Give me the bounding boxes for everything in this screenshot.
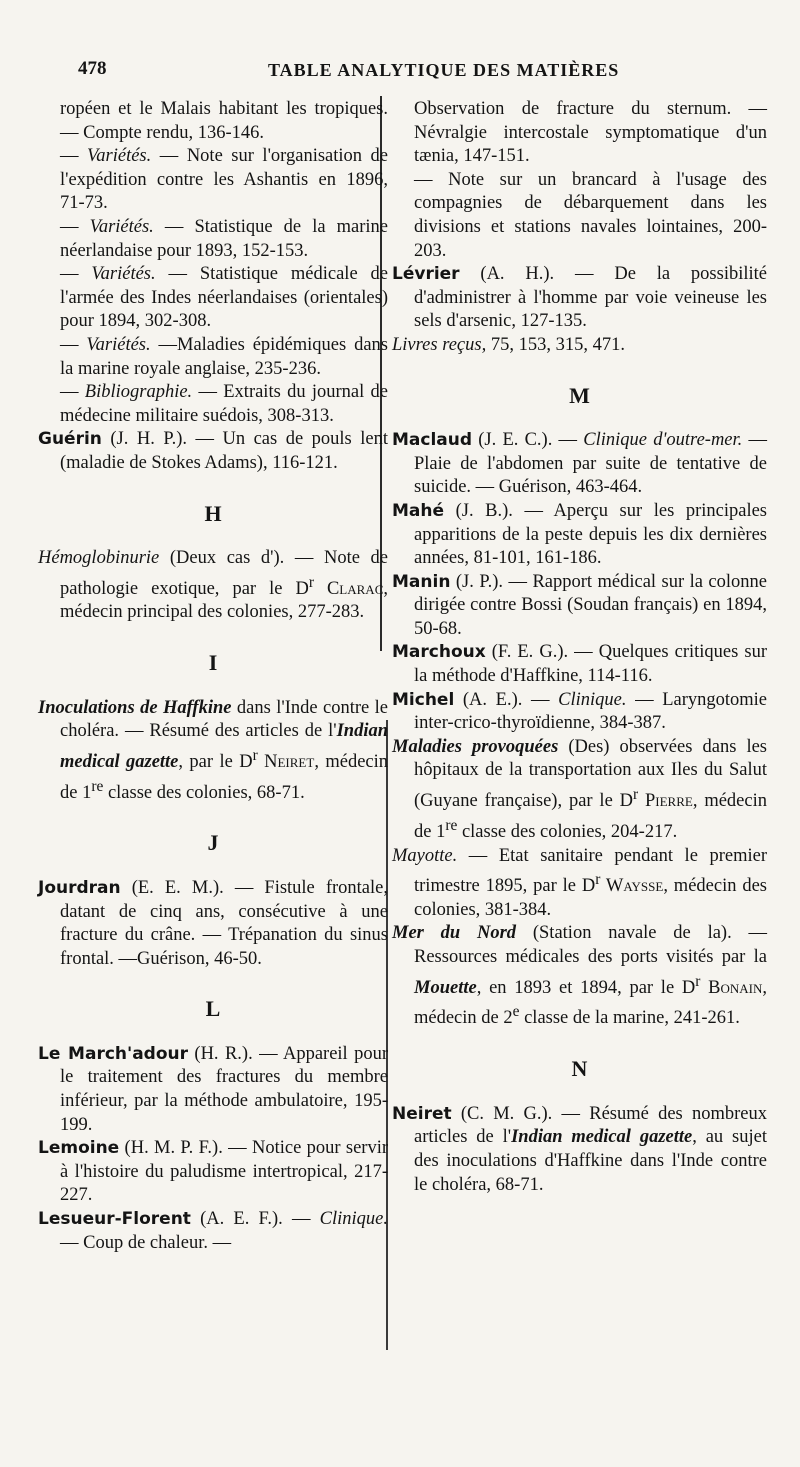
index-entry-lemoine: Lemoine (H. M. P. F.). — Notice pour servir à l'histoire du paludisme intertropical, 217-227. xyxy=(38,1138,388,1206)
index-entry-livres-recus: Livres reçus, 75, 153, 315, 471. xyxy=(392,334,625,355)
index-entry-neiret: Neiret (C. M. G.). — Résumé des nombreux articles de l'Indian medical gazette, au sujet des inoculations d'Haffkine dans l'Inde contre le choléra, 68-71. xyxy=(392,1103,767,1195)
left-column xyxy=(38,98,388,1255)
index-entry-michel: Michel (A. E.). — Clinique. — Laryngotomie inter-crico-thyroïdienne, 384-387. xyxy=(392,689,768,734)
index-entry-hemoglobinurie: Hémoglobinurie (Deux cas d'). — Note de pathologie exotique, par le $D^r$ Clarac, médecin principal des colonies, 277-283. xyxy=(38,548,388,623)
index-entry: — Variétés. — Statistique de la marine néerlandaise pour 1893, 152-153. xyxy=(60,216,388,261)
index-entry: Observation de fracture du sternum. — Névralgie intercostale symptomatique d'un tænia, 147-151. xyxy=(414,99,767,167)
author-name: Lévrier xyxy=(392,264,460,285)
author-name: Michel xyxy=(392,689,455,710)
author-name: Le March'adour xyxy=(38,1043,189,1064)
index-entry-maclaud: Maclaud (J. E. C.). — Clinique d'outre-mer. — Plaie de l'abdomen par suite de tentative de suicide. — Guérison, 463-464. xyxy=(392,430,768,498)
author-name: Neiret xyxy=(392,1103,452,1124)
author-name: Maclaud xyxy=(392,430,473,451)
index-entry: — Variétés. — Note sur l'organisation de l'expédition contre les Ashantis en 1896, 71-73. xyxy=(60,146,389,214)
index-entry-marchoux: Marchoux (F. E. G.). — Quelques critiques sur la méthode d'Haffkine, 114-116. xyxy=(392,642,767,687)
index-entry-inoculations: Inoculations de Haffkine dans l'Inde contre le choléra. — Résumé des articles de l'Indian medical gazette, par le $D^r$ Neiret, médecin de 1re classe des colonies, 68-71. xyxy=(38,697,389,803)
index-entry: — Bibliographie. — Extraits du journal de médecine militaire suédois, 308-313. xyxy=(60,382,388,426)
index-entry: ropéen et le Malais habitant les tropiques. — Compte rendu, 136-146. xyxy=(60,99,388,143)
author-name: Mahé xyxy=(392,500,445,521)
author-name: Lemoine xyxy=(38,1138,120,1159)
author-name: Manin xyxy=(392,571,451,592)
index-entry-mahe: Mahé (J. B.). — Aperçu sur les principales apparitions de la peste depuis les dix dernières années, 81-101, 161-186. xyxy=(392,500,767,569)
author-name: Marchoux xyxy=(392,642,486,663)
index-entry-jourdran: Jourdran (E. E. M.). — Fistule frontale, datant de cinq ans, consécutive à une fracture du crâne. — Trépanation du sinus frontal. —Guérison, 46-50. xyxy=(38,877,388,969)
index-entry-levrier: Lévrier (A. H.). — De la possibilité d'administrer à l'homme par voie veineuse les sels d'arsenic, 127-135. xyxy=(392,264,767,332)
index-entry: — Note sur un brancard à l'usage des compagnies de débarquement dans les divisions et stations navales lointaines, 200-203. xyxy=(414,169,767,261)
author-name: Jourdran xyxy=(38,877,121,898)
index-entry-lesueur-florent: Lesueur-Florent (A. E. F.). — Clinique. — Coup de chaleur. — xyxy=(38,1209,388,1253)
section-letter-j: J xyxy=(207,830,219,856)
index-entry-manin: Manin (J. P.). — Rapport médical sur la colonne dirigée contre Bossi (Soudan français) en 1894, 50-68. xyxy=(392,571,767,639)
section-letter-m: M xyxy=(569,382,590,408)
index-entry-guerin: Guérin (J. H. P.). — Un cas de pouls lent (maladie de Stokes Adams), 116-121. xyxy=(38,429,388,473)
page-header xyxy=(78,58,718,88)
index-entry-mer-du-nord: Mer du Nord (Station navale de la). — Ressources médicales des ports visités par la Mouette, en 1893 et 1894, par le $D^r$ Bonain, médecin de 2e classe de la marine, 241-261. xyxy=(392,923,767,1029)
index-entry-le-marchadour: Le March'adour (H. R.). — Appareil pour le traitement des fractures du membre inférieur, par la méthode ambulatoire, 195-199. xyxy=(38,1043,388,1135)
section-letter-l: L xyxy=(205,996,221,1022)
index-entry-mayotte: Mayotte. — Etat sanitaire pendant le premier trimestre 1895, par le $D^r$ Waysse, médecin des colonies, 381-384. xyxy=(392,845,767,920)
right-column xyxy=(392,98,767,1197)
index-entry-maladies: Maladies provoquées (Des) observées dans les hôpitaux de la transportation aux Iles du Salut (Guyane française), par le $D^r$ Pierre, médecin de 1re classe des colonies, 204-217. xyxy=(392,736,768,842)
section-letter-h: H xyxy=(204,500,222,526)
author-name: Lesueur-Florent xyxy=(38,1209,191,1230)
index-entry: — Variétés. — Statistique médicale de l'armée des Indes néerlandaises (orientales) pour 1894, 302-308. xyxy=(60,264,388,332)
author-name: Guérin xyxy=(38,429,102,450)
section-letter-n: N xyxy=(571,1056,588,1082)
page-number: 478 xyxy=(78,58,107,79)
index-entry: — Variétés. —Maladies épidémiques dans la marine royale anglaise, 235-236. xyxy=(60,334,388,379)
running-title: TABLE ANALYTIQUE DES MATIÈRES xyxy=(268,60,620,80)
section-letter-i: I xyxy=(208,650,218,676)
